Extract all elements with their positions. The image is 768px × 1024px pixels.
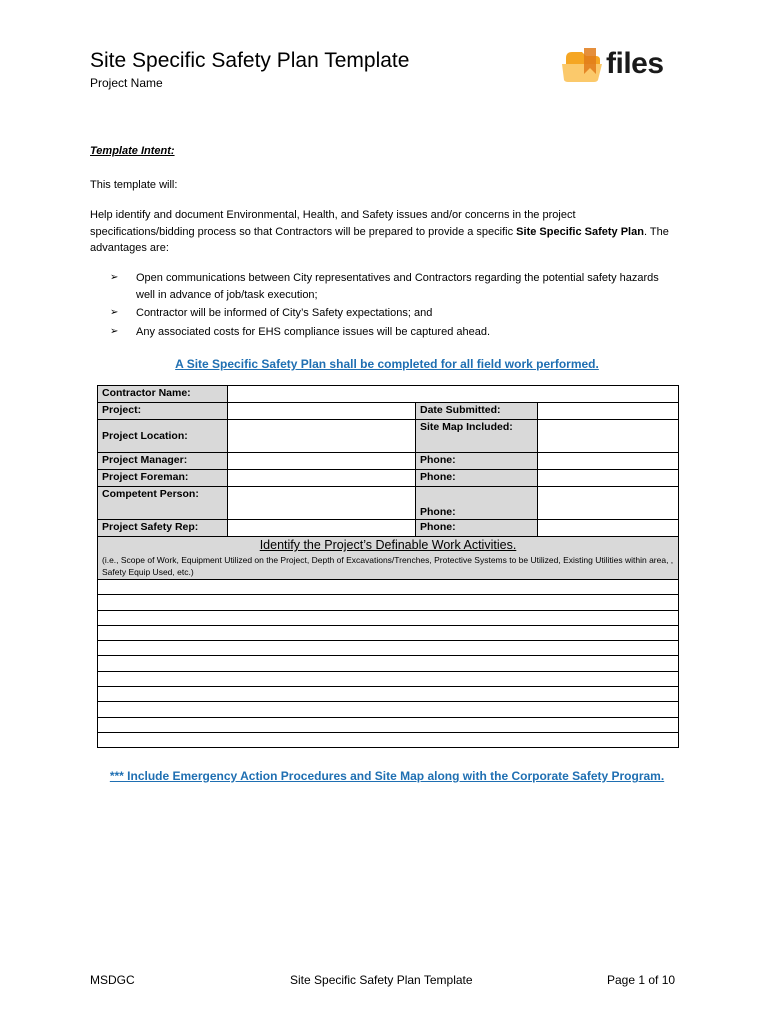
- work-activities-title: Identify the Project’s Definable Work Activities.: [259, 538, 517, 552]
- safety-rep-phone-label: Phone:: [416, 520, 538, 537]
- list-item-text: Open communications between City representatives and Contractors regarding the potential safety hazards well in advance of job/task execution;: [136, 272, 659, 301]
- advantages-list: [110, 270, 680, 342]
- intent-paragraph-end: . The advantages are:: [90, 225, 669, 254]
- document-title: Site Specific Safety Plan Template: [90, 49, 410, 72]
- activity-row[interactable]: [98, 610, 679, 625]
- activity-row[interactable]: [98, 687, 679, 702]
- competent-phone-field[interactable]: [538, 487, 679, 520]
- completion-notice-link[interactable]: A Site Specific Safety Plan shall be completed for all field work performed.: [175, 357, 599, 371]
- project-info-form: [97, 385, 679, 748]
- manager-phone-label: Phone:: [416, 453, 538, 470]
- foreman-phone-field[interactable]: [538, 470, 679, 487]
- activity-row[interactable]: [98, 641, 679, 656]
- contractor-name-label: Contractor Name:: [98, 386, 228, 403]
- template-intent-heading: Template Intent:: [90, 145, 175, 157]
- work-activities-note: (i.e., Scope of Work, Equipment Utilized on the Project, Depth of Excavations/Trenches, Protective Systems to be Utilized, Existing Utilities within area, , Safety Equip Used, etc.): [102, 555, 674, 577]
- competent-phone-label: Phone:: [416, 487, 538, 520]
- logo-text: files: [606, 47, 664, 80]
- safety-rep-phone-field[interactable]: [538, 520, 679, 537]
- project-foreman-field[interactable]: [228, 470, 416, 487]
- project-safety-rep-field[interactable]: [228, 520, 416, 537]
- project-safety-rep-label: Project Safety Rep:: [98, 520, 228, 537]
- project-location-label: Project Location:: [98, 420, 228, 453]
- project-label: Project:: [98, 403, 228, 420]
- competent-person-label: Competent Person:: [98, 487, 228, 520]
- list-item: [110, 270, 680, 303]
- arrow-bullet-icon: ➢: [110, 325, 119, 337]
- intent-paragraph-bold: Site Specific Safety Plan: [516, 225, 644, 238]
- footer-center: Site Specific Safety Plan Template: [290, 973, 473, 987]
- project-foreman-label: Project Foreman:: [98, 470, 228, 487]
- activity-row[interactable]: [98, 656, 679, 671]
- site-map-included-label: Site Map Included:: [416, 420, 538, 453]
- list-item-text: Contractor will be informed of City’s Safety expectations; and: [136, 307, 433, 319]
- footer-left: MSDGC: [90, 973, 135, 987]
- list-item: [110, 305, 680, 322]
- project-manager-field[interactable]: [228, 453, 416, 470]
- contractor-name-field[interactable]: [228, 386, 679, 403]
- intent-paragraph: [90, 207, 680, 257]
- emergency-procedures-link[interactable]: *** Include Emergency Action Procedures and Site Map along with the Corporate Safety Program.: [109, 769, 665, 783]
- date-submitted-label: Date Submitted:: [416, 403, 538, 420]
- activity-row[interactable]: [98, 595, 679, 610]
- activity-row[interactable]: [98, 732, 679, 747]
- manager-phone-field[interactable]: [538, 453, 679, 470]
- activity-row[interactable]: [98, 717, 679, 732]
- activity-row[interactable]: [98, 625, 679, 640]
- date-submitted-field[interactable]: [538, 403, 679, 420]
- foreman-phone-label: Phone:: [416, 470, 538, 487]
- folder-icon: [560, 44, 606, 84]
- activity-row[interactable]: [98, 702, 679, 717]
- intent-line: This template will:: [90, 179, 178, 191]
- site-map-included-field[interactable]: [538, 420, 679, 453]
- arrow-bullet-icon: ➢: [110, 307, 119, 318]
- project-location-field[interactable]: [228, 420, 416, 453]
- intent-paragraph-start: Help identify and document Environmental, Health, and Safety issues and/or concerns in the project specifications/bidding process so that Contractors will be prepared to provide a specific: [90, 209, 576, 238]
- arrow-bullet-icon: ➢: [110, 272, 119, 283]
- competent-person-field[interactable]: [228, 487, 416, 520]
- files-logo: [560, 44, 690, 84]
- activity-row[interactable]: [98, 671, 679, 686]
- project-name: Project Name: [90, 76, 163, 90]
- page-number: Page 1 of 10: [607, 973, 676, 987]
- activity-row[interactable]: [98, 580, 679, 595]
- list-item: [110, 324, 680, 341]
- list-item-text: Any associated costs for EHS compliance issues will be captured ahead.: [136, 325, 491, 338]
- project-manager-label: Project Manager:: [98, 453, 228, 470]
- project-field[interactable]: [228, 403, 416, 420]
- work-activities-header: [98, 537, 679, 580]
